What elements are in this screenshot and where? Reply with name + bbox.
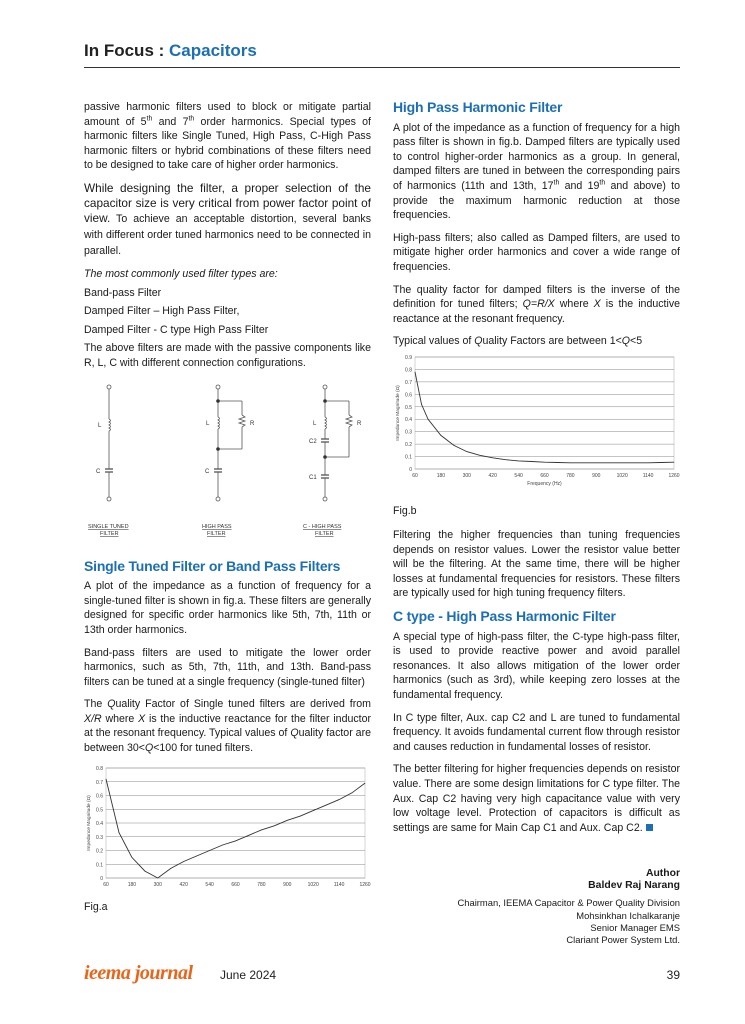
x-tick-label: 300 bbox=[153, 881, 162, 888]
figure-caption: Fig.b bbox=[393, 504, 417, 517]
svg-text:L: L bbox=[313, 420, 317, 427]
data-point bbox=[531, 461, 532, 462]
x-tick-label: 660 bbox=[231, 881, 240, 888]
data-point bbox=[158, 877, 159, 878]
author-label: Author bbox=[645, 868, 680, 879]
data-point bbox=[170, 868, 171, 869]
data-point bbox=[674, 462, 675, 463]
data-point bbox=[132, 857, 133, 858]
svg-text:L: L bbox=[98, 422, 102, 429]
section-heading: High Pass Harmonic Filter bbox=[393, 99, 563, 115]
ieema-journal-logo: ieema journal bbox=[84, 962, 193, 984]
data-point bbox=[326, 804, 327, 805]
data-point bbox=[596, 462, 597, 463]
data-point bbox=[196, 855, 197, 856]
y-axis-label: Impedance Magnitude (Ω) bbox=[87, 794, 92, 851]
paragraph: Filtering the higher frequencies than tuning frequencies depends on resistor values. Lower the resistor value better will be the filtering. At the same time, there will be higher losses at fundamental frequencies for resistors. These filters are typically used for high tuning frequency filters. bbox=[393, 529, 680, 600]
x-tick-label: 300 bbox=[462, 472, 471, 479]
topic-title: Capacitors bbox=[169, 41, 257, 60]
x-tick-label: 1140 bbox=[642, 472, 654, 479]
x-tick-label: 780 bbox=[566, 472, 575, 479]
author-line: Chairman, IEEMA Capacitor & Power Quality Division bbox=[457, 897, 680, 909]
x-tick-label: 1020 bbox=[307, 881, 319, 888]
svg-text:R: R bbox=[250, 420, 255, 427]
data-point bbox=[557, 462, 558, 463]
y-tick-label: 0.4 bbox=[405, 417, 412, 424]
svg-text:C2: C2 bbox=[309, 438, 317, 445]
data-point bbox=[454, 445, 455, 446]
list-item: Damped Filter - C type High Pass Filter bbox=[84, 323, 269, 336]
x-tick-label: 60 bbox=[412, 472, 418, 479]
impedance-chart-b bbox=[393, 353, 680, 489]
x-tick-label: 900 bbox=[283, 881, 292, 888]
x-tick-label: 660 bbox=[540, 472, 549, 479]
data-point bbox=[415, 372, 416, 373]
x-tick-label: 180 bbox=[436, 472, 446, 479]
author-line: Senior Manager EMS bbox=[590, 921, 680, 933]
svg-text:FILTER: FILTER bbox=[315, 530, 334, 537]
data-point bbox=[274, 825, 275, 826]
author-line: Clariant Power System Ltd. bbox=[566, 934, 680, 946]
list-item: Band-pass Filter bbox=[84, 286, 162, 299]
data-point bbox=[441, 435, 442, 436]
y-tick-label: 0.6 bbox=[405, 392, 412, 399]
y-tick-label: 0 bbox=[409, 466, 412, 473]
single-tuned-caption: SINGLE TUNED bbox=[88, 523, 129, 530]
y-axis-label: Impedance Magnitude (Ω) bbox=[396, 385, 401, 441]
author-name: Baldev Raj Narang bbox=[588, 880, 680, 892]
paragraph: A special type of high-pass filter, the C-type high-pass filter, is used to provide reactive power and avoid parallel resonances. It also allows mitigation of the lower order harmonics (such as 3rd), while keeping zero losses at the fundamental frequency. bbox=[393, 630, 680, 702]
x-tick-label: 1260 bbox=[359, 881, 371, 888]
figure-caption: Fig.a bbox=[84, 901, 108, 914]
x-tick-label: 780 bbox=[257, 881, 266, 888]
svg-text:FILTER: FILTER bbox=[100, 530, 119, 537]
section-heading: C type - High Pass Harmonic Filter bbox=[393, 608, 616, 625]
data-point bbox=[261, 829, 262, 830]
data-point bbox=[609, 462, 610, 463]
y-tick-label: 0.4 bbox=[96, 820, 103, 827]
x-tick-label: 420 bbox=[179, 881, 188, 888]
author-line: Mohsinkhan Ichalkaranje bbox=[576, 909, 680, 921]
paragraph: The better filtering for higher frequencies depends on resistor value. There are some design limitations for C type filter. The Aux. Cap C2 having very high capacitance value with very low voltage level. Protection of capacitors is difficult as settings are same for Main Cap C1 and Aux. Cap C2. bbox=[393, 763, 680, 834]
data-point bbox=[492, 457, 493, 458]
paragraph: A plot of the impedance as a function of frequency for a single-tuned filter is shown in fig.a. These filters are generally designed for specific order harmonics like 5th, 7th, 11th or 13th order harmonics. bbox=[84, 580, 371, 636]
c-high-pass-caption: C - HIGH PASS bbox=[303, 523, 342, 530]
page-footer bbox=[84, 960, 680, 984]
data-point bbox=[661, 462, 662, 463]
svg-text:FILTER: FILTER bbox=[207, 530, 226, 537]
data-point bbox=[300, 815, 301, 816]
y-tick-label: 0.5 bbox=[405, 404, 412, 411]
x-tick-label: 180 bbox=[127, 881, 137, 888]
x-tick-label: 1260 bbox=[668, 472, 680, 479]
paragraph: The quality factor for damped filters is the inverse of the definition for tuned filters; Q=R/X where X is the inductive reactance at the resonant frequency. bbox=[393, 283, 681, 325]
data-point bbox=[235, 840, 236, 841]
svg-text:C: C bbox=[96, 468, 101, 475]
y-tick-label: 0.1 bbox=[96, 861, 103, 868]
data-point bbox=[570, 462, 571, 463]
data-point bbox=[505, 459, 506, 460]
page-number: 39 bbox=[666, 968, 680, 982]
data-point bbox=[479, 455, 480, 456]
y-tick-label: 0.2 bbox=[96, 848, 103, 855]
author-block bbox=[393, 868, 680, 946]
impedance-chart-a bbox=[84, 764, 371, 890]
end-mark-icon bbox=[646, 824, 653, 831]
x-tick-label: 1020 bbox=[616, 472, 628, 479]
data-point bbox=[222, 844, 223, 845]
data-point bbox=[106, 778, 107, 779]
page-header bbox=[84, 41, 680, 68]
paragraph: passive harmonic filters used to block or mitigate partial amount of 5th and 7th order harmonics. Special types of harmonic filters like Single Tuned, High Pass, C-High Pass harmonic filters or hybrid combinations of these filters need to be designed to take care of higher order harmonics. bbox=[84, 101, 371, 172]
svg-text:R: R bbox=[357, 420, 362, 427]
y-tick-label: 0.6 bbox=[96, 793, 103, 800]
data-point bbox=[339, 799, 340, 800]
y-tick-label: 0.7 bbox=[96, 779, 103, 786]
svg-text:L: L bbox=[206, 420, 210, 427]
data-point bbox=[583, 462, 584, 463]
y-tick-label: 0.9 bbox=[405, 354, 412, 361]
data-point bbox=[248, 835, 249, 836]
data-point bbox=[635, 462, 636, 463]
filter-types-list bbox=[84, 286, 371, 338]
x-axis-label: Frequency (Hz) bbox=[527, 480, 562, 487]
data-point bbox=[119, 832, 120, 833]
paragraph: The Quality Factor of Single tuned filters are derived from X/R where X is the inductive reactance for the filter inductor at the resonant frequency. Typical values of Quality factor are between 30<Q<100 for tuned filters. bbox=[84, 698, 372, 755]
issue-date: June 2024 bbox=[220, 968, 277, 982]
paragraph: High-pass filters; also called as Damped filters, are used to mitigate higher order harmonics and cover a wide range of frequencies. bbox=[393, 231, 680, 273]
section-heading: Single Tuned Filter or Band Pass Filters bbox=[84, 557, 341, 574]
svg-text:C: C bbox=[205, 468, 210, 475]
y-tick-label: 0.3 bbox=[405, 429, 412, 436]
paragraph: A plot of the impedance as a function of frequency for a high pass filter is shown in fig.b. Damped filters are typically used to control higher-order harmonics as a group. In general, damped filters are tuned in between the corresponding pairs of harmonics (11th and 13th, 17th and 19th and above) to provide the maximum harmonic reduction at those frequencies. bbox=[393, 121, 680, 222]
figure-b bbox=[393, 353, 680, 494]
data-point bbox=[421, 404, 422, 405]
y-tick-label: 0.8 bbox=[96, 765, 103, 772]
y-tick-label: 0.5 bbox=[96, 806, 103, 813]
list-item: Damped Filter – High Pass Filter, bbox=[84, 305, 240, 318]
y-tick-label: 0.3 bbox=[96, 834, 103, 841]
y-tick-label: 0.1 bbox=[405, 454, 412, 461]
data-point bbox=[183, 861, 184, 862]
left-column bbox=[84, 100, 371, 925]
paragraph: In C type filter, Aux. cap C2 and L are tuned to fundamental frequency. It avoids fundamental current flow through resistor and causes reduction in fundamental losses of resistor. bbox=[393, 711, 680, 753]
data-point bbox=[352, 792, 353, 793]
plot-area bbox=[415, 357, 674, 469]
data-point bbox=[428, 419, 429, 420]
section-title: In Focus : bbox=[84, 41, 169, 60]
paragraph: Band-pass filters are used to mitigate the lower order harmonics, such as 5th, 7th, 11th, and 13th. Band-pass filters can be tuned at a single frequency (single-tuned filter) bbox=[84, 646, 371, 688]
right-column bbox=[393, 100, 680, 843]
filter-types-intro: The most commonly used filter types are: bbox=[84, 267, 278, 280]
x-tick-label: 900 bbox=[592, 472, 601, 479]
figure-a bbox=[84, 764, 371, 895]
y-tick-label: 0.7 bbox=[405, 379, 412, 386]
data-point bbox=[622, 462, 623, 463]
x-tick-label: 540 bbox=[514, 472, 523, 479]
data-point bbox=[544, 462, 545, 463]
data-point bbox=[313, 810, 314, 811]
data-point bbox=[648, 462, 649, 463]
paragraph: Typical values of Quality Factors are between 1<Q<5 bbox=[393, 335, 643, 348]
y-tick-label: 0.8 bbox=[405, 367, 412, 374]
data-point bbox=[145, 870, 146, 871]
y-tick-label: 0 bbox=[100, 875, 103, 882]
svg-text:C1: C1 bbox=[309, 474, 317, 481]
x-tick-label: 420 bbox=[488, 472, 497, 479]
paragraph: The above filters are made with the passive components like R, L, C with different connection configurations. bbox=[84, 342, 371, 369]
x-tick-label: 540 bbox=[205, 881, 214, 888]
x-tick-label: 60 bbox=[103, 881, 109, 888]
data-point bbox=[365, 782, 366, 783]
x-tick-label: 1140 bbox=[333, 881, 345, 888]
filter-circuits-diagram bbox=[84, 379, 371, 547]
lead-paragraph: While designing the filter, a proper selection of the capacitor size is very critical from power factor point of view. To achieve an acceptable distortion, several banks with different order tuned harmonics need to be connected in parallel. bbox=[84, 180, 371, 257]
data-point bbox=[518, 461, 519, 462]
high-pass-caption: HIGH PASS bbox=[202, 523, 232, 530]
data-point bbox=[287, 820, 288, 821]
data-point bbox=[467, 451, 468, 452]
y-tick-label: 0.2 bbox=[405, 442, 412, 449]
data-point bbox=[209, 850, 210, 851]
